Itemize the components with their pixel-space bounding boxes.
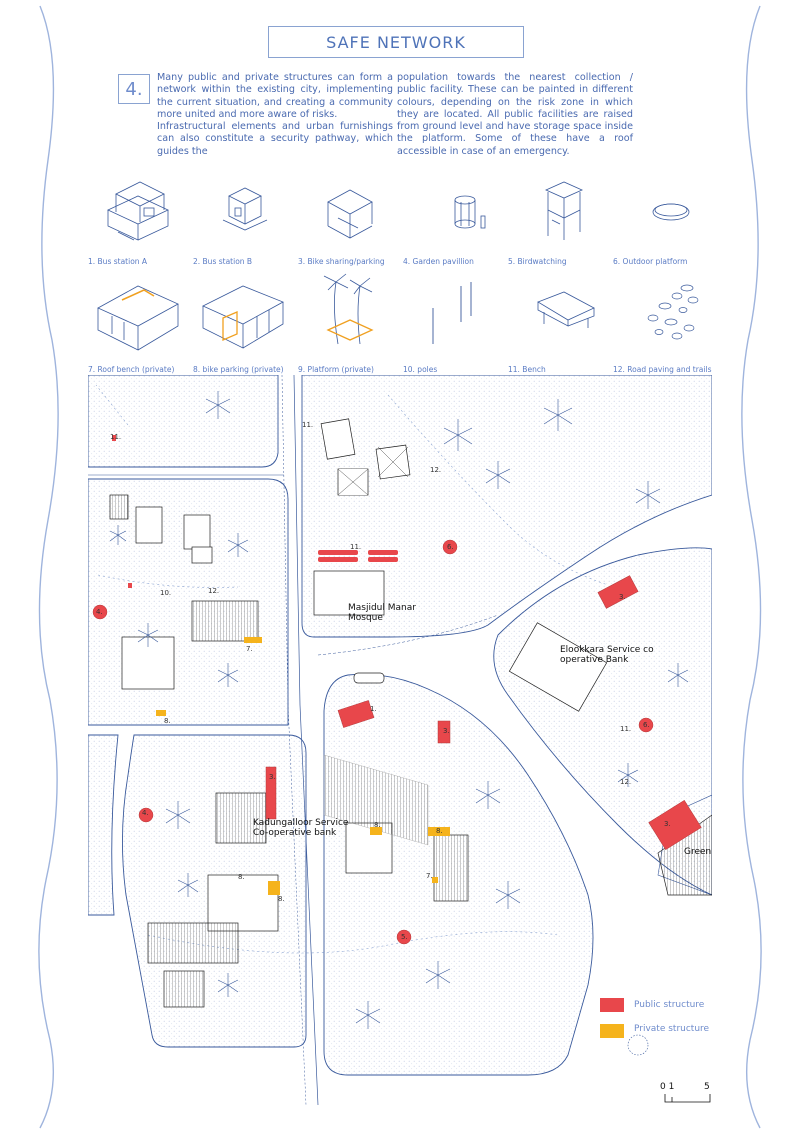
place-name: Elookkara Service co <box>560 645 654 655</box>
map-label: 12. <box>430 466 442 474</box>
element-label: 5. Birdwatching <box>508 257 567 266</box>
place-mosque <box>348 603 416 623</box>
map-label: 8. <box>374 821 381 829</box>
map-label: 7. <box>426 872 433 880</box>
place-name: Kadungalloor Service <box>253 818 349 828</box>
birdwatching-icon <box>508 160 608 256</box>
map-label: 6. <box>447 543 454 551</box>
element-cell <box>298 268 398 374</box>
road-paving-icon <box>613 268 713 364</box>
intro-paragraph: Many public and private structures can form a network within the existing city, implementing the current situation, and creating a community more united and more aware of risks. <box>157 72 393 120</box>
place-name: Masjidul Manar <box>348 603 416 613</box>
element-label: 10. poles <box>403 365 438 374</box>
map-label: 7. <box>246 645 253 653</box>
place-name: operative Bank <box>560 655 629 665</box>
map-label: 8. <box>238 873 245 881</box>
element-label: 7. Roof bench (private) <box>88 365 175 374</box>
element-label: 12. Road paving and trails <box>613 365 712 374</box>
element-label: 3. Bike sharing/parking <box>298 257 385 266</box>
legend-label-public: Public structure <box>634 1000 705 1010</box>
map-label: 11. <box>302 421 314 429</box>
map-label: 5. <box>401 933 408 941</box>
element-label: 6. Outdoor platform <box>613 257 688 266</box>
element-label: 4. Garden pavillion <box>403 257 474 266</box>
map-label: 4. <box>142 809 149 817</box>
element-cell <box>403 160 503 266</box>
site-plan-map <box>88 375 712 1105</box>
bus-station-a-icon <box>88 160 188 256</box>
legend-swatch-private <box>600 1024 624 1038</box>
platform-icon <box>298 268 398 364</box>
element-cell <box>193 268 293 374</box>
element-cell <box>403 268 503 374</box>
map-label: 8. <box>164 717 171 725</box>
map-label: 11. <box>110 433 122 441</box>
scale-label-end: 5 <box>704 1082 710 1092</box>
garden-pavilion-icon <box>403 160 503 256</box>
map-label: 8. <box>278 895 285 903</box>
intro-right <box>397 72 633 158</box>
map-label: 6. <box>643 721 650 729</box>
element-label: 2. Bus station B <box>193 257 253 266</box>
bus-station-b-icon <box>193 160 293 256</box>
place-name: Mosque <box>348 613 383 623</box>
bike-parking-icon <box>193 268 293 364</box>
intro-paragraph: population towards the nearest collection / public facility. These can be painted in different colours, depending on the risk zone in which they are located. All public facilities are raised from ground level and have storage space inside the platform. Some of these have a roof accessible in case of an emergency. <box>397 72 633 157</box>
legend-label-private: Private structure <box>634 1024 710 1034</box>
element-cell <box>88 268 188 374</box>
place-elookkara-bank <box>560 645 654 665</box>
map-label: 11. <box>350 543 362 551</box>
element-cell <box>613 160 713 266</box>
site-plan-drawing <box>88 375 712 1105</box>
map-label: 1. <box>370 705 377 713</box>
map-label: 3. <box>664 820 671 828</box>
element-cell <box>508 160 608 266</box>
page-title: SAFE NETWORK <box>268 26 524 58</box>
map-label: 4. <box>96 608 103 616</box>
map-label: 3. <box>269 773 276 781</box>
legend-swatch-public <box>600 998 624 1012</box>
roof-bench-icon <box>88 268 188 364</box>
element-cell <box>193 160 293 266</box>
bench-icon <box>508 268 608 364</box>
place-green: Green <box>684 847 712 857</box>
element-label: 11. Bench <box>508 365 546 374</box>
element-label: 9. Platform (private) <box>298 365 374 374</box>
element-cell <box>298 160 398 266</box>
element-cell <box>613 268 713 374</box>
element-cell <box>508 268 608 374</box>
scale-bar-graphic <box>664 1094 712 1104</box>
place-name: Co-operative bank <box>253 828 337 838</box>
map-label: 10. <box>160 589 172 597</box>
outdoor-platform-icon <box>613 160 713 256</box>
scale-label-start: 0 1 <box>660 1082 675 1092</box>
section-number: 4. <box>118 74 150 104</box>
map-label: 11. <box>620 725 632 733</box>
map-label: 3. <box>619 593 626 601</box>
map-label: 12. <box>620 778 632 786</box>
bike-sharing-icon <box>298 160 398 256</box>
intro-left <box>157 72 393 158</box>
element-cell <box>88 160 188 266</box>
map-label: 3. <box>443 727 450 735</box>
element-label: 1. Bus station A <box>88 257 148 266</box>
map-label: 8. <box>436 827 443 835</box>
poles-icon <box>403 268 503 364</box>
intro-paragraph: Infrastructural elements and urban furnishings can also constitute a security pathway, which guides the <box>157 121 393 157</box>
place-kadungalloor-bank <box>253 818 348 838</box>
map-label: 12. <box>208 587 220 595</box>
element-label: 8. bike parking (private) <box>193 365 284 374</box>
